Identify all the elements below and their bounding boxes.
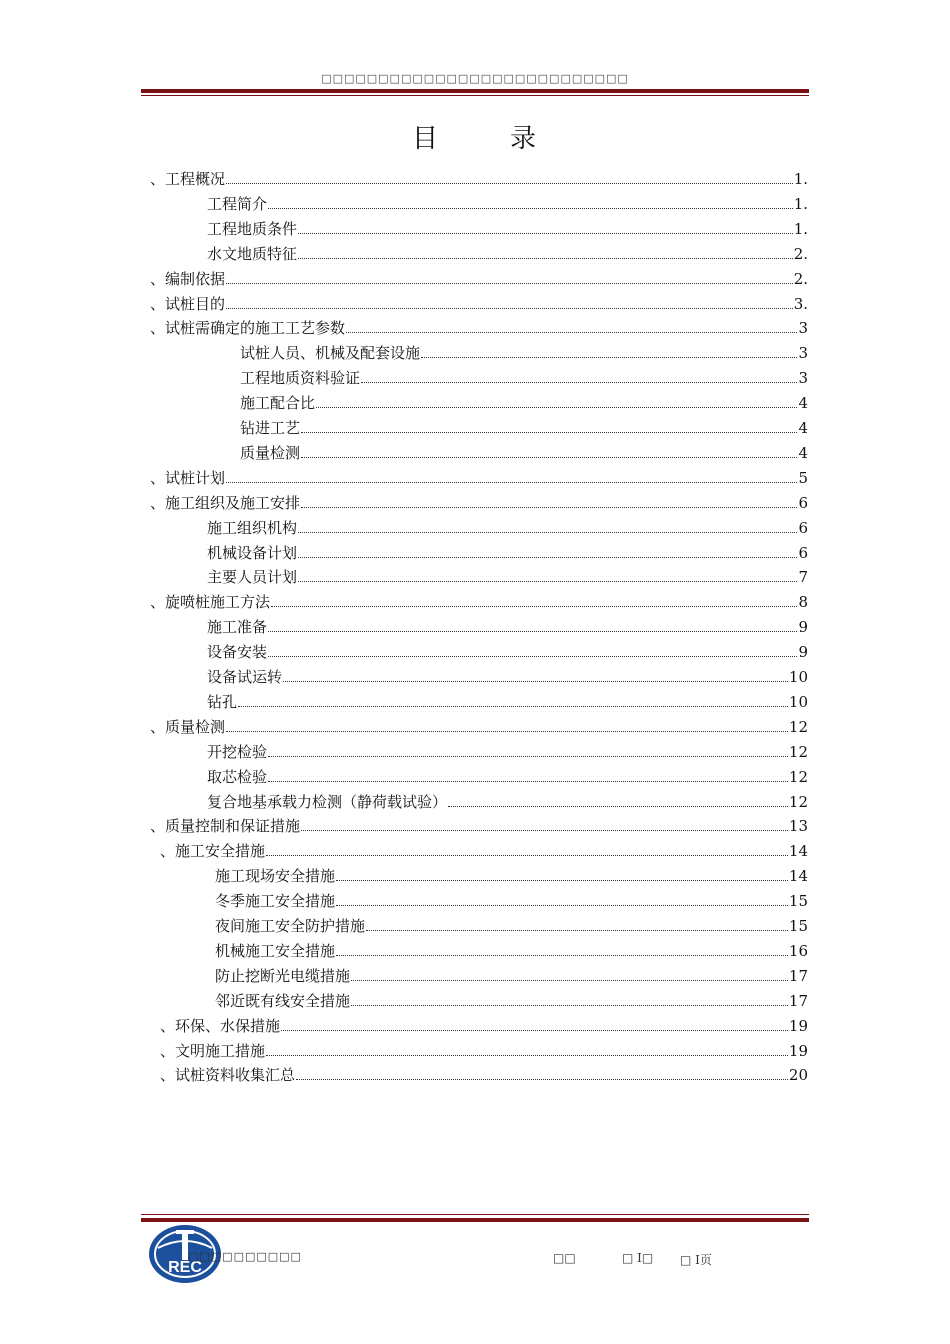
toc-entry[interactable] (240, 417, 808, 437)
toc-entry-label: 冬季施工安全措施 (215, 892, 336, 911)
toc-entry[interactable] (215, 990, 808, 1010)
toc-entry-label: 试桩人员、机械及配套设施 (240, 344, 421, 363)
toc-leader-dots (336, 955, 788, 956)
toc-leader-dots (266, 1055, 788, 1056)
toc-entry[interactable] (207, 566, 808, 586)
toc-entry-label: 开挖检验 (207, 742, 268, 761)
toc-entry-page: 10 (788, 692, 808, 711)
footer-page-number: □ I□ (622, 1251, 654, 1265)
toc-entry-label: 、试桩计划 (150, 468, 226, 487)
toc-leader-dots (266, 855, 788, 856)
toc-entry[interactable] (150, 815, 808, 835)
toc-entry-page: 19 (788, 1016, 808, 1035)
toc-entry-label: 工程简介 (207, 194, 268, 213)
toc-entry-label: 施工准备 (207, 618, 268, 637)
toc-leader-dots (268, 756, 788, 757)
toc-entry-label: 、试桩资料收集汇总 (160, 1066, 296, 1085)
toc-leader-dots (366, 930, 788, 931)
toc-leader-dots (226, 283, 793, 284)
toc-leader-dots (271, 606, 797, 607)
toc-entry[interactable] (207, 741, 808, 761)
toc-leader-dots (448, 806, 788, 807)
toc-entry-page: 3 (798, 344, 808, 363)
toc-leader-dots (346, 332, 797, 333)
toc-entry-page: 4 (798, 394, 808, 413)
toc-entry[interactable] (240, 442, 808, 462)
toc-entry-label: 、施工组织及施工安排 (150, 493, 301, 512)
toc-entry-label: 邻近既有线安全措施 (215, 991, 351, 1010)
header-rule-thick (141, 89, 809, 93)
toc-entry-page: 1. (793, 219, 808, 238)
toc-entry-page: 9 (798, 618, 808, 637)
toc-entry-page: 8 (798, 593, 808, 612)
toc-leader-dots (298, 233, 793, 234)
toc-leader-dots (301, 507, 797, 508)
toc-entry-page: 12 (788, 767, 808, 786)
toc-leader-dots (268, 208, 793, 209)
toc-entry-page: 17 (788, 991, 808, 1010)
header-text: □□□□□□□□□□□□□□□□□□□□□□□□□□□ (321, 72, 629, 85)
toc-entry-page: 14 (788, 842, 808, 861)
toc-entry-label: 、文明施工措施 (160, 1041, 266, 1060)
toc-entry-page: 4 (798, 443, 808, 462)
toc-leader-dots (351, 1005, 788, 1006)
toc-entry[interactable] (150, 492, 808, 512)
toc-entry[interactable] (207, 193, 808, 213)
toc-entry[interactable] (207, 641, 808, 661)
toc-entry-label: 设备安装 (207, 643, 268, 662)
toc-entry-label: 夜间施工安全防护措施 (215, 917, 366, 935)
toc-entry[interactable] (207, 517, 808, 537)
toc-entry[interactable] (215, 940, 808, 960)
toc-entry-label: 取芯检验 (207, 767, 268, 786)
toc-entry-label: 、质量检测 (150, 717, 226, 736)
toc-entry-page: 9 (798, 643, 808, 662)
toc-leader-dots (268, 656, 797, 657)
toc-entry[interactable] (240, 367, 808, 387)
toc-entry-label: 、施工安全措施 (160, 842, 266, 861)
toc-leader-dots (226, 183, 793, 184)
footer-rule-thick (141, 1218, 809, 1222)
toc-entry-label: 机械施工安全措施 (215, 941, 336, 960)
toc-entry-page: 3 (798, 319, 808, 338)
toc-entry-page: 2. (793, 244, 808, 263)
toc-entry-label: 、编制依据 (150, 269, 226, 288)
toc-leader-dots (268, 631, 797, 632)
toc-leader-dots (268, 781, 788, 782)
toc-entry-page: 15 (788, 892, 808, 911)
toc-entry-label: 、试桩目的 (150, 294, 226, 313)
toc-entry[interactable] (150, 168, 808, 188)
toc-entry[interactable] (215, 865, 808, 885)
toc-entry-label: 施工现场安全措施 (215, 867, 336, 886)
toc-entry[interactable] (207, 791, 808, 811)
toc-entry[interactable] (160, 1040, 808, 1060)
toc-entry[interactable] (207, 666, 808, 686)
toc-entry[interactable] (207, 243, 808, 263)
toc-leader-dots (298, 532, 797, 533)
toc-leader-dots (316, 407, 797, 408)
toc-entry[interactable] (150, 268, 808, 288)
toc-leader-dots (226, 482, 797, 483)
toc-entry-page: 12 (788, 792, 808, 811)
toc-leader-dots (301, 457, 797, 458)
toc-leader-dots (421, 357, 797, 358)
page-title (0, 118, 950, 155)
toc-entry-page: 2. (793, 269, 808, 288)
toc-entry[interactable] (160, 1015, 808, 1035)
toc-entry-page: 14 (788, 867, 808, 886)
toc-entry[interactable] (207, 616, 808, 636)
toc-entry-page: 6 (798, 493, 808, 512)
toc-entry[interactable] (150, 716, 808, 736)
toc-entry-page: 12 (788, 717, 808, 736)
toc-entry[interactable] (160, 1064, 808, 1084)
toc-entry-page: 16 (788, 941, 808, 960)
toc-entry-page: 3 (798, 369, 808, 388)
toc-entry-label: 水文地质特征 (207, 244, 298, 263)
toc-entry-label: 机械设备计划 (207, 543, 298, 562)
toc-entry[interactable] (150, 317, 808, 337)
toc-entry-page: 12 (788, 742, 808, 761)
toc-leader-dots (281, 1030, 788, 1031)
toc-entry-label: 设备试运转 (207, 668, 283, 686)
toc-entry-page: 17 (788, 966, 808, 985)
toc-entry[interactable] (215, 965, 808, 985)
header-rule-thin (141, 95, 809, 96)
toc-entry-label: 施工组织机构 (207, 518, 298, 537)
toc-entry[interactable] (215, 890, 808, 910)
toc-leader-dots (226, 308, 793, 309)
toc-entry[interactable] (150, 591, 808, 611)
title-char-left: 目 (411, 124, 440, 154)
toc-entry-page: 4 (798, 419, 808, 437)
toc-entry[interactable] (240, 392, 808, 412)
toc-entry-page: 15 (788, 917, 808, 935)
toc-entry-label: 工程地质条件 (207, 219, 298, 238)
logo-text: REC (168, 1259, 202, 1276)
toc-leader-dots (301, 830, 788, 831)
toc-entry-page: 1. (793, 170, 808, 188)
toc-entry-page: 1. (793, 194, 808, 213)
toc-entry[interactable] (207, 691, 808, 711)
toc-leader-dots (351, 980, 788, 981)
toc-leader-dots (301, 432, 797, 433)
toc-entry-label: 钻孔 (207, 692, 238, 711)
title-char-right: 录 (510, 124, 539, 154)
footer-company: □□□□□□□□□□ (188, 1250, 302, 1263)
toc-leader-dots (238, 706, 788, 707)
toc-entry-page: 13 (788, 817, 808, 836)
toc-entry-label: 钻进工艺 (240, 419, 301, 437)
toc-entry[interactable] (240, 342, 808, 362)
toc-entry-label: 防止挖断光电缆措施 (215, 966, 351, 985)
toc-entry[interactable] (207, 766, 808, 786)
toc-leader-dots (283, 681, 788, 682)
toc-entry[interactable] (215, 915, 808, 935)
toc-entry-page: 6 (798, 543, 808, 562)
toc-leader-dots (336, 880, 788, 881)
toc-entry-page: 7 (798, 568, 808, 587)
toc-entry[interactable] (160, 840, 808, 860)
toc-entry-label: 工程地质资料验证 (240, 369, 361, 388)
toc-leader-dots (298, 557, 797, 558)
toc-leader-dots (336, 905, 788, 906)
toc-entry-page: 10 (788, 668, 808, 686)
footer-rule-thin (141, 1214, 809, 1215)
toc-entry[interactable] (150, 467, 808, 487)
toc-entry-label: 、旋喷桩施工方法 (150, 593, 271, 612)
toc-leader-dots (296, 1079, 788, 1080)
toc-entry-label: 、质量控制和保证措施 (150, 817, 301, 836)
toc-entry-page: 6 (798, 518, 808, 537)
toc-entry-label: 主要人员计划 (207, 568, 298, 587)
footer-page-total: □ I页 (680, 1253, 712, 1267)
toc-entry-label: 施工配合比 (240, 394, 316, 413)
toc-entry-label: 、环保、水保措施 (160, 1016, 281, 1035)
footer-page-label: □□ (553, 1251, 576, 1265)
toc-entry-page: 5 (798, 468, 808, 487)
toc-entry-label: 、试桩需确定的施工工艺参数 (150, 319, 346, 338)
toc-entry[interactable] (207, 542, 808, 562)
toc-entry-label: 复合地基承载力检测（静荷载试验） (207, 792, 448, 811)
toc-entry-page: 20 (788, 1066, 808, 1085)
toc-entry-page: 19 (788, 1041, 808, 1060)
toc-leader-dots (226, 731, 788, 732)
toc-entry-label: 、工程概况 (150, 170, 226, 188)
toc-entry[interactable] (150, 293, 808, 313)
toc-entry-page: 3. (793, 294, 808, 313)
toc-leader-dots (298, 258, 793, 259)
toc-leader-dots (298, 581, 797, 582)
toc-entry-label: 质量检测 (240, 443, 301, 462)
toc-entry[interactable] (207, 218, 808, 238)
toc-leader-dots (361, 382, 797, 383)
